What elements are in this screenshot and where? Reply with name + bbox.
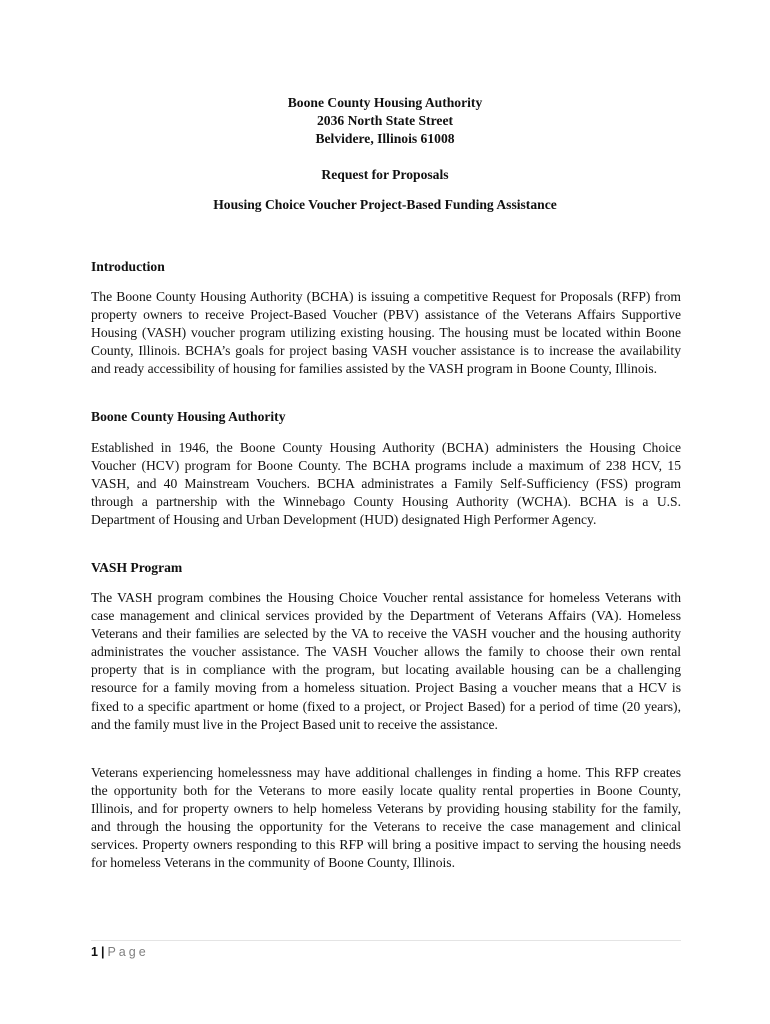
vash-heading: VASH Program xyxy=(91,560,183,575)
document-type: Request for Proposals xyxy=(321,167,449,182)
footer-separator: | xyxy=(100,945,105,959)
introduction-paragraph: The Boone County Housing Authority (BCHA) is issuing a competitive Request for Proposals (RFP) from property owners to receive Project-Based Voucher (PBV) assistance of the Veterans Affairs Supportive Housing (VASH) voucher program utilizing existing housing. The housing must be located within Boone County, Illinois. BCHA’s goals for project basing VASH voucher assistance is to increase the availability and ready accessibility of housing for families assisted by the VASH program in Boone County, Illinois. xyxy=(91,289,681,377)
footer-divider xyxy=(91,940,681,941)
city-state-zip: Belvidere, Illinois 61008 xyxy=(315,131,455,146)
page-footer xyxy=(91,943,149,961)
document-header xyxy=(0,94,770,214)
vash-paragraph-2: Veterans experiencing homelessness may have additional challenges in finding a home. This RFP creates the opportunity both for the Veterans to more easily locate quality rental properties in Boone County, Illinois, and for property owners to help homeless Veterans by providing housing stability for the family, and through the housing the opportunity for the Veterans to receive the case management and clinical services. Property owners responding to this RFP will bring a positive impact to serving the housing needs for homeless Veterans in the community of Boone County, Illinois. xyxy=(91,765,681,871)
page-label: Page xyxy=(107,945,149,959)
introduction-heading: Introduction xyxy=(91,259,165,274)
street-address: 2036 North State Street xyxy=(316,113,454,128)
bcha-heading: Boone County Housing Authority xyxy=(91,409,286,424)
bcha-paragraph: Established in 1946, the Boone County Housing Authority (BCHA) administers the Housing Choice Voucher (HCV) program for Boone County. The BCHA programs include a maximum of 238 HCV, 15 VASH, and 40 Mainstream Vouchers. BCHA administrates a Family Self-Sufficiency (FSS) program through a partnership with the Winnebago County Housing Authority (WCHA). BCHA is a U.S. Department of Housing and Urban Development (HUD) designated High Performer Agency. xyxy=(91,440,681,528)
org-name: Boone County Housing Authority xyxy=(287,95,483,110)
page-number: 1 xyxy=(91,945,98,959)
vash-paragraph-1: The VASH program combines the Housing Choice Voucher rental assistance for homeless Veterans with case management and clinical services provided by the Department of Veterans Affairs (VA). Homeless Veterans and their families are selected by the VA to receive the VASH voucher and the housing authority administrates the voucher assistance. The VASH Voucher allows the family to choose their own rental property that is in compliance with the program, but locating available housing can be a challenging resource for a family moving from a homeless situation. Project Basing a voucher means that a HCV is fixed to a specific apartment or home (fixed to a project, or Project Based) for a period of time (20 years), and the family must live in the Project Based unit to receive the assistance. xyxy=(91,590,681,732)
document-title: Housing Choice Voucher Project-Based Funding Assistance xyxy=(213,197,557,212)
